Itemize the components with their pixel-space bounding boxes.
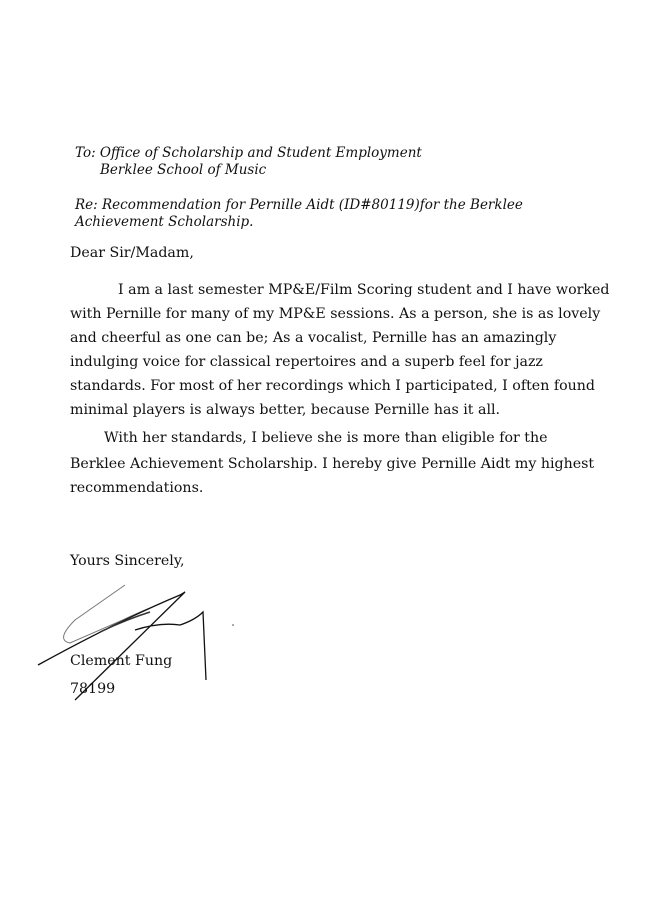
body-line: standards. For most of her recordings which I participated, I often found bbox=[70, 378, 595, 394]
body-line: indulging voice for classical repertoires and a superb feel for jazz bbox=[70, 354, 543, 370]
body-line: minimal players is always better, because Pernille has it all. bbox=[70, 402, 501, 418]
body-line: with Pernille for many of my MP&E sessions. As a person, she is as lovely bbox=[70, 306, 601, 322]
body-line: recommendations. bbox=[70, 480, 204, 496]
body-line: I am a last semester MP&E/Film Scoring student and I have worked bbox=[118, 282, 610, 298]
body-line: and cheerful as one can be; As a vocalist, Pernille has an amazingly bbox=[70, 330, 557, 346]
subject-line: Re: Recommendation for Pernille Aidt (ID#80119)for the Berklee bbox=[75, 197, 523, 213]
body-line: With her standards, I believe she is more than eligible for the bbox=[104, 430, 548, 446]
subject-line-cont: Achievement Scholarship. bbox=[75, 214, 254, 230]
closing: Yours Sincerely, bbox=[70, 553, 185, 569]
recipient-line: To: Office of Scholarship and Student Employment bbox=[75, 145, 422, 161]
salutation: Dear Sir/Madam, bbox=[70, 245, 194, 261]
signer-id: 78199 bbox=[70, 681, 116, 697]
signer-name: Clement Fung bbox=[70, 653, 173, 669]
body-line: Berklee Achievement Scholarship. I hereby give Pernille Aidt my highest bbox=[70, 456, 595, 472]
recipient-school: Berklee School of Music bbox=[100, 162, 267, 178]
